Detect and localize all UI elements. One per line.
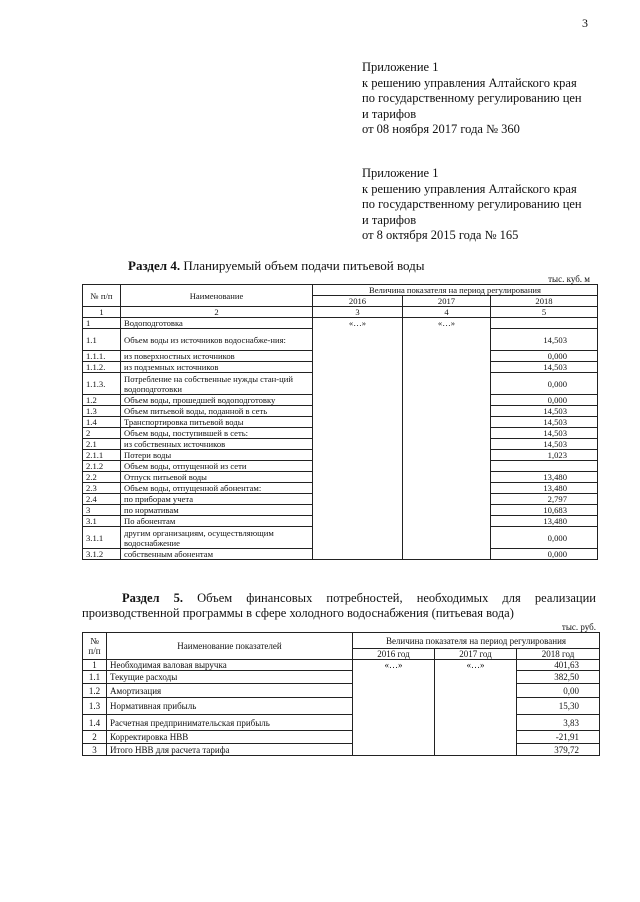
row-number: 3 (83, 505, 121, 516)
col-header-year: 2018 (491, 296, 598, 307)
row-number: 3.1 (83, 516, 121, 527)
col-header-year: 2017 год (435, 649, 517, 660)
col-header-period: Величина показателя на период регулирования (313, 285, 598, 296)
annex-line: и тарифов (362, 106, 417, 121)
row-name: Водоподготовка (121, 318, 313, 329)
annex-line: от 08 ноября 2017 года № 360 (362, 122, 520, 136)
row-name: Объем питьевой воды, поданной в сеть (121, 406, 313, 417)
row-number: 1.1.3. (83, 373, 121, 395)
ditto-mark: «…» (435, 660, 517, 756)
annex-line: от 8 октября 2015 года № 165 (362, 228, 519, 242)
row-name: Амортизация (107, 684, 353, 698)
col-header-year: 2016 (313, 296, 403, 307)
col-header-period: Величина показателя на период регулирования (353, 633, 600, 649)
row-name: по нормативам (121, 505, 313, 516)
col-header-year: 2017 (403, 296, 491, 307)
col-header-name: Наименование (121, 285, 313, 307)
section5-table-body (83, 660, 600, 756)
row-name: Нормативная прибыль (107, 698, 353, 715)
annex-line: по государственному регулированию цен (362, 197, 582, 211)
row-name: Корректировка НВВ (107, 731, 353, 744)
row-number: 2.3 (83, 483, 121, 494)
row-name: Объем воды, прошедшей водоподготовку (121, 395, 313, 406)
col-header-num: № п/п (83, 285, 121, 307)
row-name: Необходимая валовая выручка (107, 660, 353, 671)
value-2018: 14,503 (491, 417, 598, 428)
row-name: Потребление на собственные нужды стан-ций водоподготовки (121, 373, 313, 395)
value-2018 (491, 461, 598, 472)
section4-table-body (83, 318, 598, 560)
col-index: 2 (121, 307, 313, 318)
row-name: из поверхностных источников (121, 351, 313, 362)
section4-title (128, 258, 425, 274)
col-header-year: 2016 год (353, 649, 435, 660)
row-name: Объем воды, отпущенной абонентам: (121, 483, 313, 494)
col-header-num: № п/п (83, 633, 107, 660)
value-2018: 14,503 (491, 362, 598, 373)
section4-title-text: Планируемый объем подачи питьевой воды (180, 258, 425, 273)
value-2018: 15,30 (517, 698, 600, 715)
row-name: Итого НВВ для расчета тарифа (107, 744, 353, 756)
value-2018: 13,480 (491, 472, 598, 483)
value-2018: 3,83 (517, 715, 600, 731)
row-number: 3.1.1 (83, 527, 121, 549)
ditto-mark: «…» (313, 318, 403, 560)
table-row (83, 731, 600, 744)
row-number: 2.1 (83, 439, 121, 450)
row-name: Объем воды, поступившей в сеть: (121, 428, 313, 439)
table-row (83, 318, 598, 329)
value-2018: 1,023 (491, 450, 598, 461)
section4-table (82, 284, 598, 560)
section5-title-bold: Раздел 5. (122, 591, 184, 605)
row-number: 1.1.1. (83, 351, 121, 362)
section4-title-bold: Раздел 4. (128, 258, 181, 273)
row-name: По абонентам (121, 516, 313, 527)
value-2018: 379,72 (517, 744, 600, 756)
row-number: 1.2 (83, 684, 107, 698)
page-number: 3 (582, 16, 588, 30)
value-2018: 0,000 (491, 351, 598, 362)
col-header-year: 2018 год (517, 649, 600, 660)
annex-line: Приложение 1 (362, 166, 439, 180)
row-number: 1.3 (83, 698, 107, 715)
row-number: 3 (83, 744, 107, 756)
section5-table (82, 632, 600, 756)
value-2018: 0,000 (491, 373, 598, 395)
row-name: по приборам учета (121, 494, 313, 505)
row-name: Расчетная предпринимательская прибыль (107, 715, 353, 731)
row-number: 2.1.1 (83, 450, 121, 461)
row-number: 2 (83, 428, 121, 439)
section5-unit: тыс. руб. (561, 622, 596, 632)
row-number: 1.1.2. (83, 362, 121, 373)
row-number: 1 (83, 318, 121, 329)
value-2018: 14,503 (491, 329, 598, 351)
row-name: Отпуск питьевой воды (121, 472, 313, 483)
table-row (83, 744, 600, 756)
annex-line: Приложение 1 (362, 60, 439, 74)
section4-unit: тыс. куб. м (548, 274, 590, 284)
table-row (83, 660, 600, 671)
row-number: 2 (83, 731, 107, 744)
value-2018: 10,683 (491, 505, 598, 516)
value-2018: 382,50 (517, 671, 600, 684)
table-row (83, 715, 600, 731)
row-name: Объем воды, отпущенной из сети (121, 461, 313, 472)
row-number: 1.2 (83, 395, 121, 406)
value-2018: 13,480 (491, 483, 598, 494)
row-name: Объем воды из источников водоснабже-ния: (121, 329, 313, 351)
value-2018: 13,480 (491, 516, 598, 527)
value-2018: 0,00 (517, 684, 600, 698)
row-number: 2.1.2 (83, 461, 121, 472)
row-name: из подземных источников (121, 362, 313, 373)
table-row (83, 698, 600, 715)
annex-line: к решению управления Алтайского края (362, 75, 577, 90)
value-2018 (491, 318, 598, 329)
col-header-name: Наименование показателей (107, 633, 353, 660)
annex-line: и тарифов (362, 212, 417, 227)
row-name: собственным абонентам (121, 549, 313, 560)
row-number: 2.4 (83, 494, 121, 505)
value-2018: 14,503 (491, 428, 598, 439)
col-index: 5 (491, 307, 598, 318)
table-row (83, 684, 600, 698)
value-2018: 0,000 (491, 549, 598, 560)
row-number: 3.1.2 (83, 549, 121, 560)
row-number: 1.3 (83, 406, 121, 417)
row-name: другим организациям, осуществляющим водоснабжение (121, 527, 313, 549)
value-2018: 0,000 (491, 527, 598, 549)
col-index: 4 (403, 307, 491, 318)
section5-title-text: Объем финансовых потребностей, необходимых для реализации производственной программы в сфере холодного водоснабжения (питьевая вода) (82, 591, 596, 620)
ditto-mark: «…» (353, 660, 435, 756)
col-index: 1 (83, 307, 121, 318)
value-2018: -21,91 (517, 731, 600, 744)
value-2018: 2,797 (491, 494, 598, 505)
annex-line: по государственному регулированию цен (362, 91, 582, 105)
row-number: 1.1 (83, 671, 107, 684)
row-name: из собственных источников (121, 439, 313, 450)
row-number: 1.4 (83, 715, 107, 731)
row-name: Транспортировка питьевой воды (121, 417, 313, 428)
value-2018: 14,503 (491, 406, 598, 417)
row-number: 1.4 (83, 417, 121, 428)
annex-current-block (362, 60, 582, 138)
annex-previous-block (362, 166, 582, 244)
table-row (83, 671, 600, 684)
row-number: 2.2 (83, 472, 121, 483)
value-2018: 401,63 (517, 660, 600, 671)
row-number: 1.1 (83, 329, 121, 351)
value-2018: 14,503 (491, 439, 598, 450)
row-name: Текущие расходы (107, 671, 353, 684)
row-name: Потери воды (121, 450, 313, 461)
row-number: 1 (83, 660, 107, 671)
value-2018: 0,000 (491, 395, 598, 406)
col-index: 3 (313, 307, 403, 318)
section5-title (82, 591, 596, 621)
annex-line: к решению управления Алтайского края (362, 181, 577, 196)
ditto-mark: «…» (403, 318, 491, 560)
